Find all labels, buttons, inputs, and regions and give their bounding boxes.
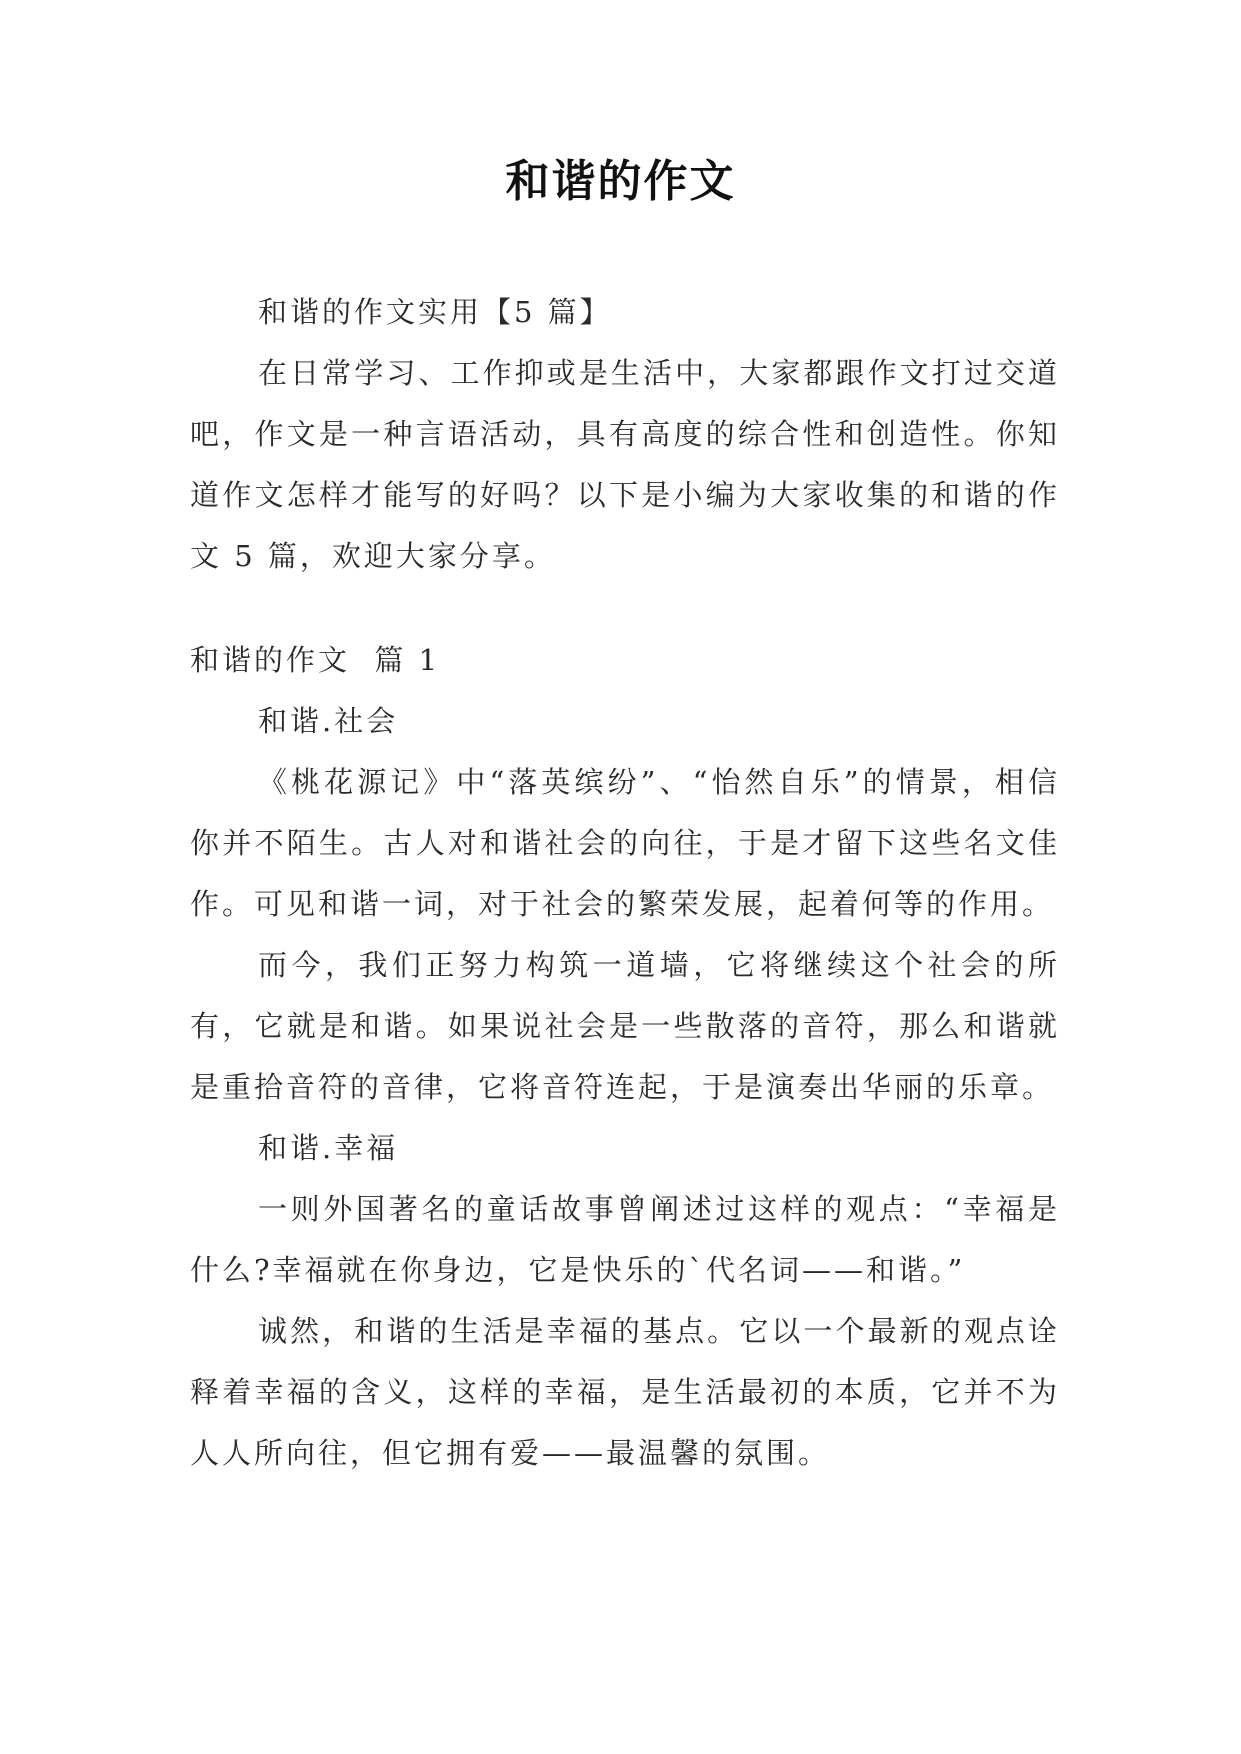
section-paragraph-2: 而今，我们正努力构筑一道墙，它将继续这个社会的所有，它就是和谐。如果说社会是一些散落的音符，那么和谐就是重拾音符的音律，它将音符连起，于是演奏出华丽的乐章。 [190, 948, 1060, 1104]
intro-subtitle: 和谐的作文实用【5 篇】 [258, 295, 612, 329]
section-paragraph-1: 《桃花源记》中“落英缤纷”、“怡然自乐”的情景，相信你并不陌生。古人对和谐社会的向往，于是才留下这些名文佳作。可见和谐一词，对于社会的繁荣发展，起着何等的作用。 [190, 765, 1060, 921]
intro-paragraph: 在日常学习、工作抑或是生活中，大家都跟作文打过交道吧，作文是一种言语活动，具有高度的综合性和创造性。你知道作文怎样才能写的好吗？以下是小编为大家收集的和谐的作文 5 篇，欢迎大家分享。 [190, 356, 1060, 573]
section-subheading-society: 和谐.社会 [258, 704, 399, 738]
section-paragraph-4: 诚然，和谐的生活是幸福的基点。它以一个最新的观点诠释着幸福的含义，这样的幸福，是生活最初的本质，它并不为人人所向往，但它拥有爱——最温馨的氛围。 [190, 1314, 1060, 1470]
section-1 [190, 630, 1060, 1484]
section-paragraph-3: 一则外国著名的童话故事曾阐述过这样的观点：“幸福是什么?幸福就在你身边，它是快乐的`代名词——和谐。” [190, 1192, 1060, 1287]
section-heading: 和谐的作文 篇 1 [190, 643, 441, 677]
intro-block [190, 282, 1060, 587]
section-subheading-happiness: 和谐.幸福 [258, 1131, 399, 1165]
document-title: 和谐的作文 [505, 156, 736, 207]
